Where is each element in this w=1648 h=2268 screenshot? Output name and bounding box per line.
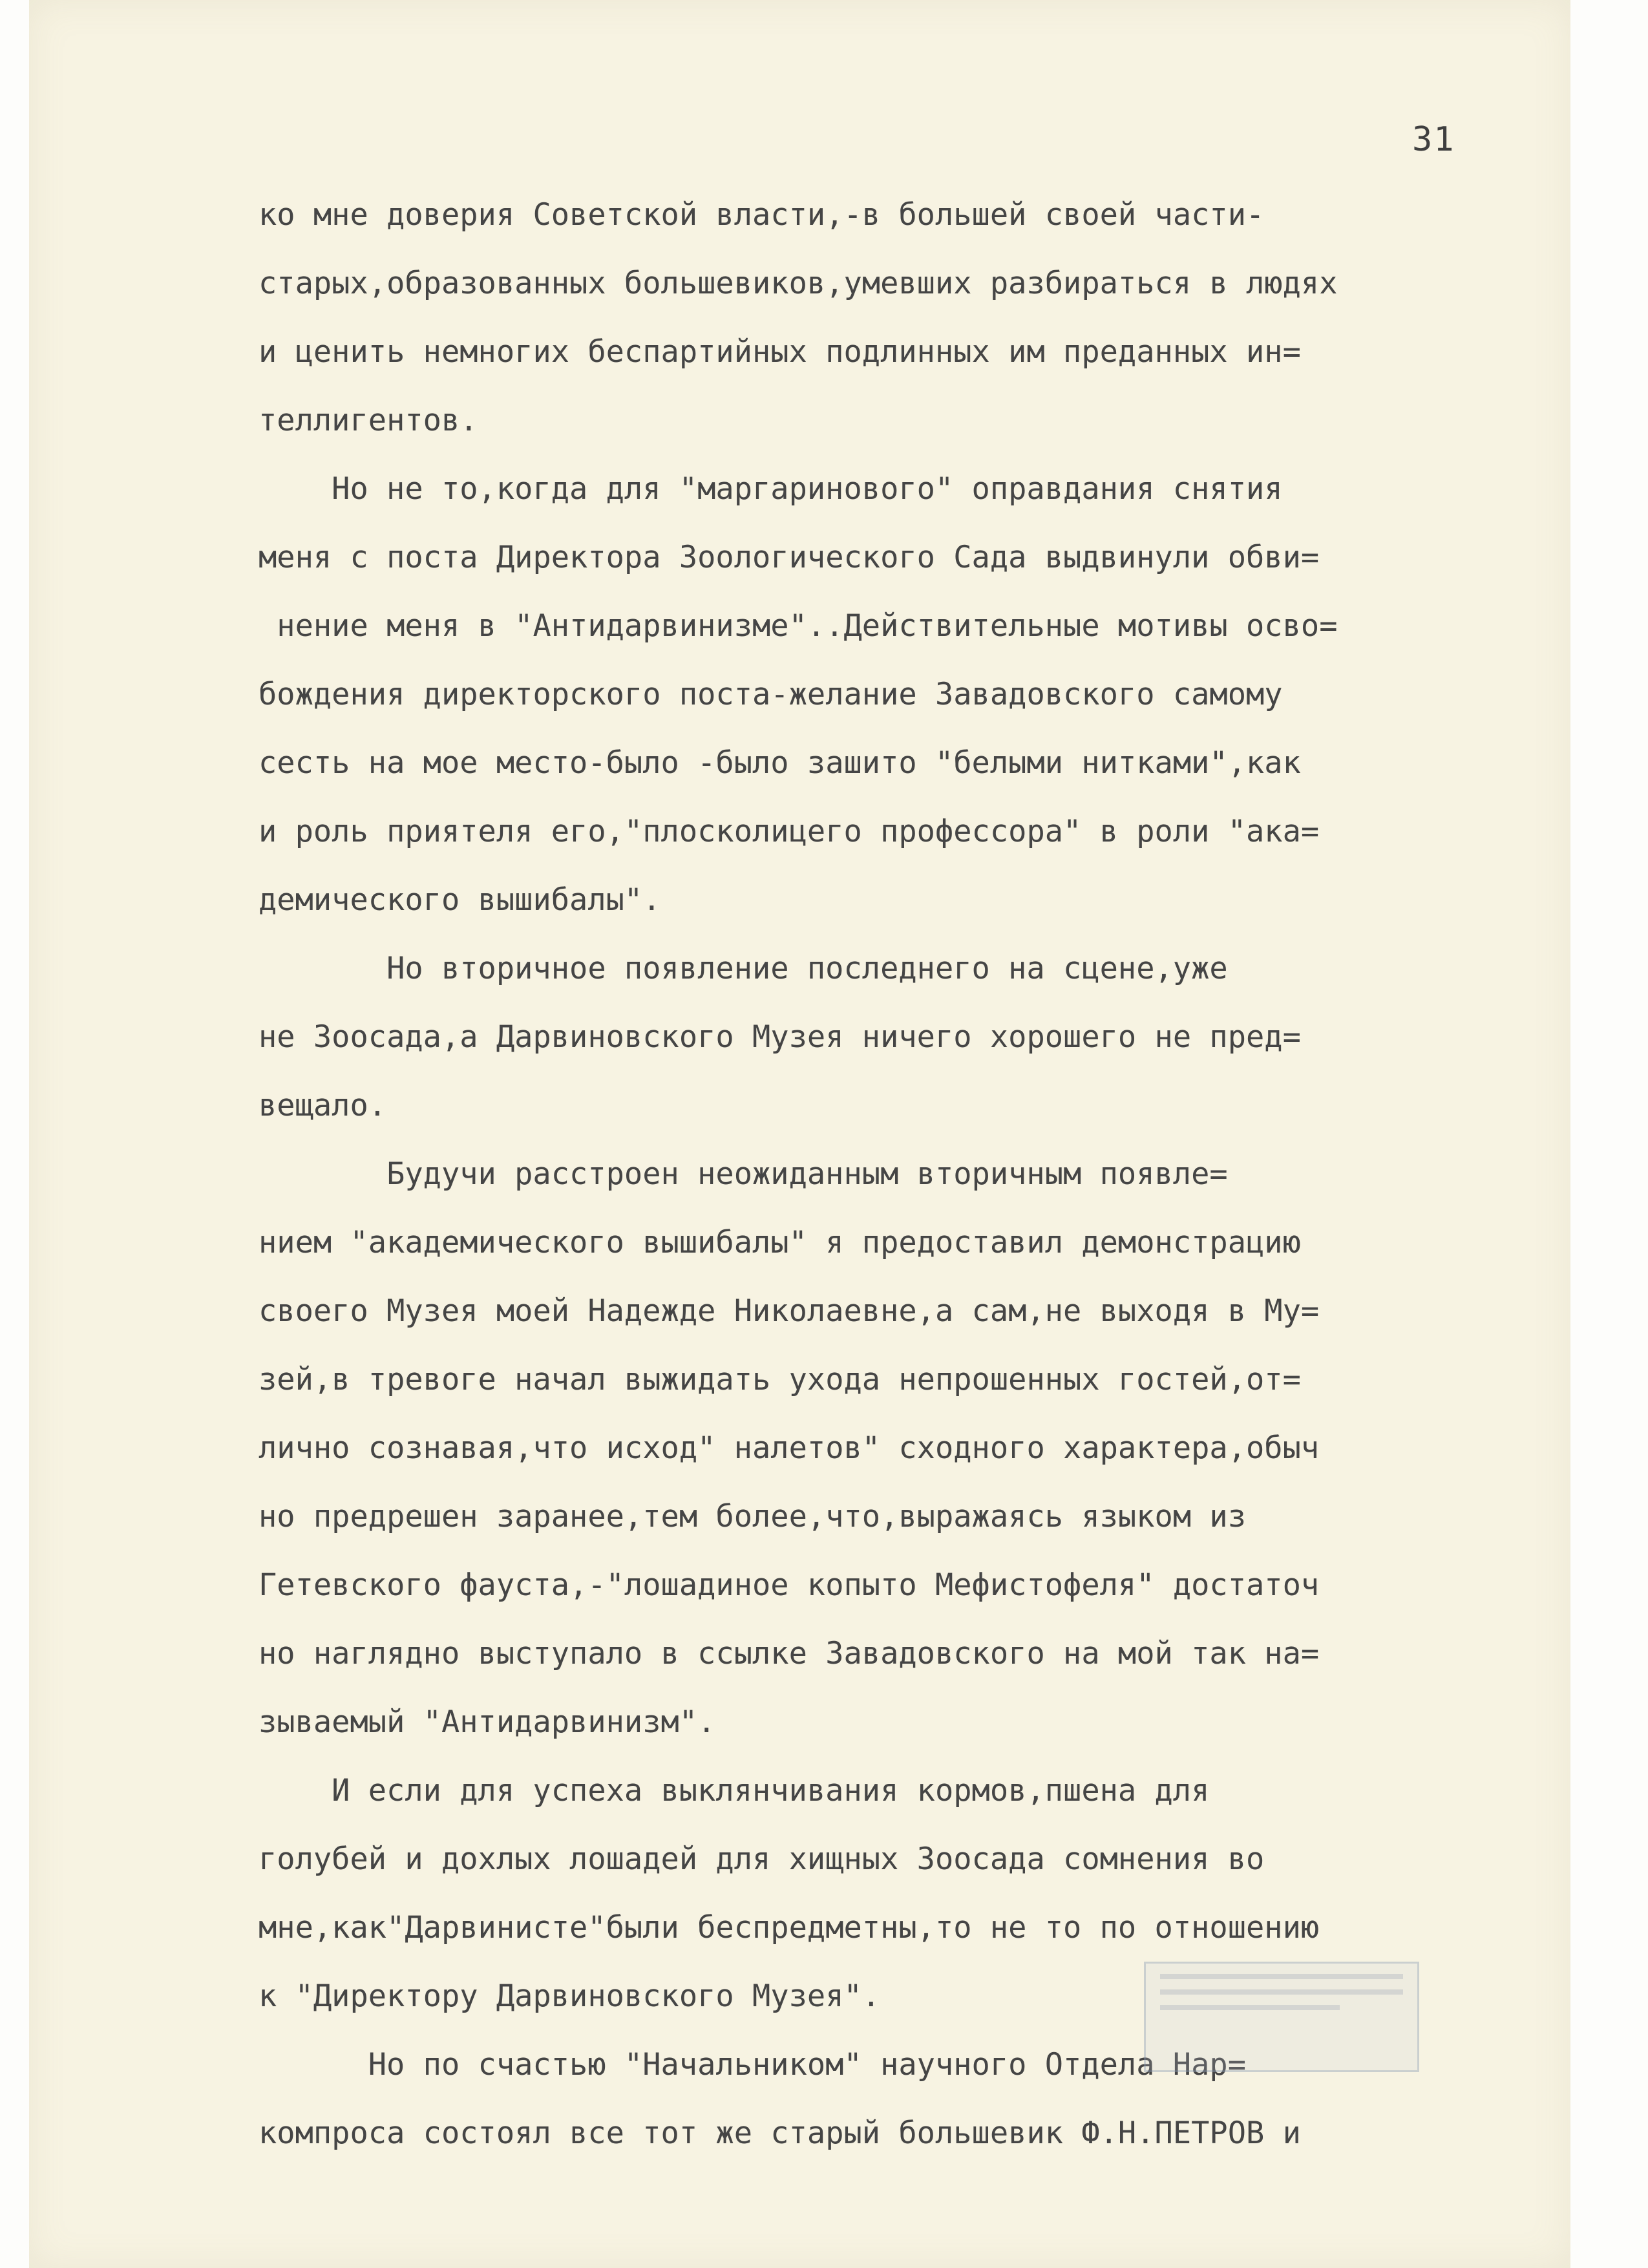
text-line: бождения директорского поста-желание Завадовского самому xyxy=(259,677,1283,712)
text-line: И если для успеха выклянчивания кормов,пшена для xyxy=(332,1773,1210,1808)
text-line: и роль приятеля его,"плосколицего профессора" в роли "ака= xyxy=(259,814,1320,849)
text-line: теллигентов. xyxy=(259,403,478,438)
text-line: лично сознавая,что исход" налетов" сходного характера,обыч xyxy=(259,1430,1320,1466)
paragraph xyxy=(259,935,1558,1140)
text-line: Но не то,когда для "маргаринового" оправдания снятия xyxy=(332,471,1283,507)
text-line: зываемый "Антидарвинизм". xyxy=(259,1704,716,1740)
paragraph xyxy=(259,455,1558,935)
text-line: зей,в тревоге начал выжидать ухода непрошенных гостей,от= xyxy=(259,1362,1301,1397)
text-line: мне,как"Дарвинисте"были беспредметны,то не то по отношению xyxy=(259,1910,1320,1945)
stamp-line xyxy=(1160,1989,1403,1995)
paragraph xyxy=(259,181,1558,455)
page-number: 31 xyxy=(1412,120,1455,159)
typewritten-page xyxy=(29,0,1570,2268)
text-line: старых,образованных большевиков,умевших разбираться в людях xyxy=(259,266,1338,301)
stamp-line xyxy=(1160,2005,1340,2010)
text-line: Будучи расстроен неожиданным вторичным появле= xyxy=(386,1156,1228,1192)
text-line: не Зоосада,а Дарвиновского Музея ничего хорошего не пред= xyxy=(259,1019,1301,1055)
text-line: ко мне доверия Советской власти,-в большей своей части- xyxy=(259,197,1265,233)
text-line: сесть на мое место-было -было зашито "белыми нитками",как xyxy=(259,745,1301,781)
text-line: меня с поста Директора Зоологического Сада выдвинули обви= xyxy=(259,540,1320,575)
text-line: и ценить немногих беспартийных подлинных им преданных ин= xyxy=(259,334,1301,370)
text-line: Но вторичное появление последнего на сцене,уже xyxy=(386,951,1228,986)
text-line: но наглядно выступало в ссылке Завадовского на мой так на= xyxy=(259,1636,1320,1671)
text-line: демического вышибалы". xyxy=(259,882,661,918)
text-line: Гетевского фауста,-"лошадиное копыто Мефистофеля" достаточ xyxy=(259,1567,1320,1603)
archive-stamp xyxy=(1144,1962,1419,2072)
paragraph xyxy=(259,1140,1558,1757)
text-line: Но по счастью "Начальником" научного Отдела Нар= xyxy=(368,2047,1246,2083)
text-line: компроса состоял все тот же старый большевик Ф.Н.ПЕТРОВ и xyxy=(259,2115,1301,2151)
text-line: своего Музея моей Надежде Николаевне,а сам,не выходя в Му= xyxy=(259,1293,1320,1329)
text-line: голубей и дохлых лошадей для хищных Зоосада сомнения во xyxy=(259,1841,1265,1877)
text-line: к "Директору Дарвиновского Музея". xyxy=(259,1978,881,2014)
typewritten-text-body xyxy=(259,181,1558,2168)
text-line: нение меня в "Антидарвинизме"..Действительные мотивы осво= xyxy=(259,608,1338,644)
text-line: вещало. xyxy=(259,1088,387,1123)
stamp-line xyxy=(1160,1974,1403,1979)
text-line: но предрешен заранее,тем более,что,выражаясь языком из xyxy=(259,1499,1247,1534)
text-line: нием "академического вышибалы" я предоставил демонстрацию xyxy=(259,1225,1301,1260)
